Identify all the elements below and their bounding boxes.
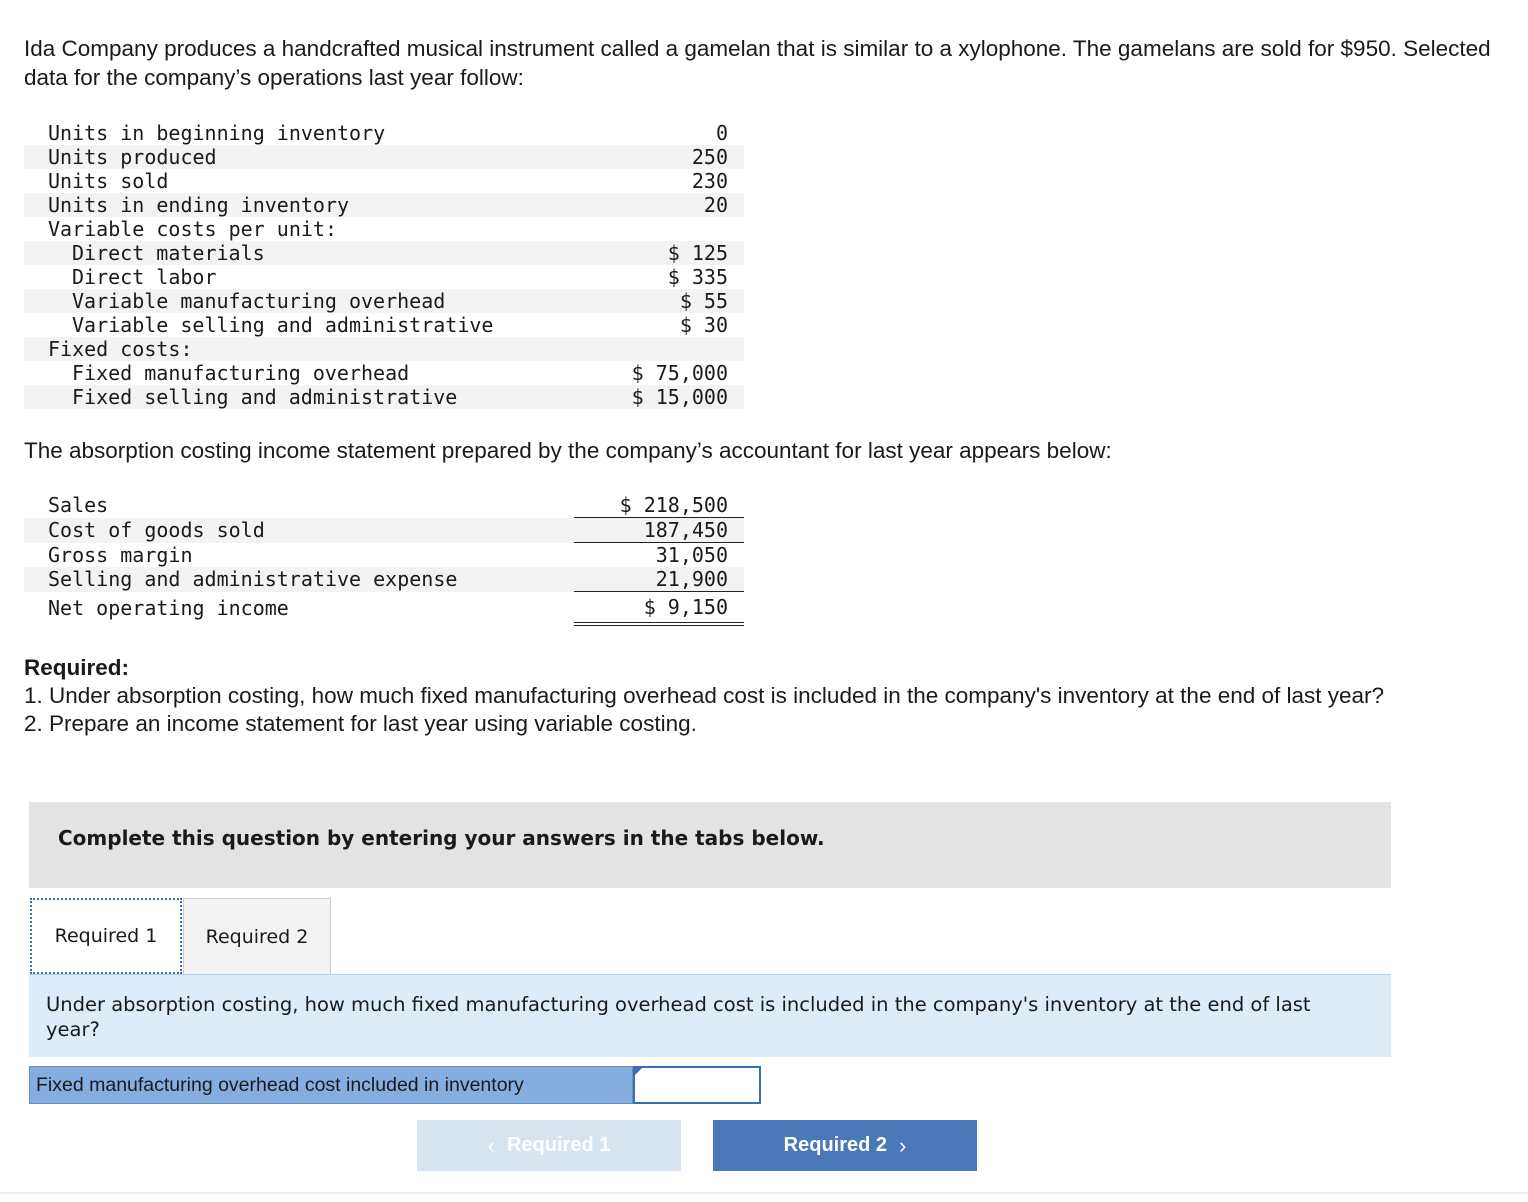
row-label: Units produced: [24, 145, 558, 169]
table-row: [24, 361, 744, 385]
tab-required-1[interactable]: [30, 898, 182, 974]
row-value: $ 9,150: [574, 592, 744, 625]
table-row: [24, 265, 744, 289]
required-section: [24, 654, 1504, 738]
table-row: [24, 241, 744, 265]
cost-data-table: [24, 121, 744, 409]
problem-intro: Ida Company produces a handcrafted musical instrument called a gamelan that is similar to a xylophone. The gamelans are sold for $950. Selected data for the company’s operations last year follow:: [24, 36, 1491, 90]
row-label: Variable selling and administrative: [72, 313, 494, 337]
table-row: [24, 567, 744, 592]
row-label: Variable costs per unit:: [48, 217, 337, 241]
chevron-left-icon: ‹: [487, 1132, 495, 1158]
table-row: [24, 145, 744, 169]
table-row: [24, 193, 744, 217]
next-required-button[interactable]: [713, 1120, 977, 1171]
row-value: $ 55: [558, 289, 744, 313]
answer-label: Fixed manufacturing overhead cost included in inventory: [29, 1066, 633, 1104]
row-value: 250: [558, 145, 744, 169]
row-value: $ 125: [558, 241, 744, 265]
table-row: [24, 289, 744, 313]
tab-label: Required 2: [205, 925, 309, 948]
row-label: Net operating income: [48, 595, 289, 620]
row-value: $ 218,500: [574, 493, 744, 518]
question-text: Under absorption costing, how much fixed manufacturing overhead cost is included in the company's inventory at the end of last year?: [46, 993, 1311, 1041]
row-value: 187,450: [574, 518, 744, 543]
row-value: [558, 337, 744, 361]
row-value: $ 75,000: [631, 361, 728, 385]
tab-label: Required 1: [54, 925, 158, 947]
row-value: [558, 217, 744, 241]
row-label: Sales: [48, 493, 109, 518]
row-value: 20: [558, 193, 744, 217]
table-row: [24, 385, 744, 409]
prev-required-button[interactable]: [417, 1120, 681, 1171]
row-label: Direct materials: [24, 241, 558, 265]
table-row: [24, 518, 744, 543]
row-label: Gross margin: [48, 542, 193, 567]
table-row: [24, 217, 744, 241]
bottom-divider: [0, 1192, 1528, 1194]
instruction-banner: [29, 802, 1391, 888]
absorption-income-statement: [24, 493, 744, 626]
table-row: [24, 543, 744, 568]
row-label: Variable manufacturing overhead: [24, 289, 558, 313]
next-button-label: Required 2: [783, 1134, 888, 1156]
answer-row: [29, 1066, 761, 1104]
row-label: Units in ending inventory: [24, 193, 558, 217]
row-label: Cost of goods sold: [24, 518, 574, 543]
chevron-right-icon: ›: [899, 1132, 907, 1158]
row-label: Fixed selling and administrative: [24, 385, 558, 409]
income-statement-intro: The absorption costing income statement prepared by the company’s accountant for last year appears below:: [24, 438, 1112, 463]
row-label: Units in beginning inventory: [48, 121, 386, 145]
row-label: Units sold: [48, 169, 169, 193]
table-row: [24, 337, 744, 361]
table-row: [24, 493, 744, 518]
table-row: [24, 169, 744, 193]
table-row: [24, 313, 744, 337]
tab-required-2[interactable]: [183, 898, 331, 974]
table-row: [24, 121, 744, 145]
prev-button-label: Required 1: [506, 1134, 611, 1156]
row-label: Fixed manufacturing overhead: [72, 361, 410, 385]
row-value: 230: [691, 169, 728, 193]
row-value: 0: [715, 121, 728, 145]
required-question-2: 2. Prepare an income statement for last year using variable costing.: [24, 711, 697, 736]
fixed-overhead-input[interactable]: [633, 1066, 761, 1104]
row-value: $ 30: [679, 313, 728, 337]
required-question-1: 1. Under absorption costing, how much fixed manufacturing overhead cost is included in the company's inventory at the end of last year?: [24, 683, 1385, 708]
row-label: Direct labor: [72, 265, 217, 289]
instruction-text: Complete this question by entering your answers in the tabs below.: [58, 826, 825, 850]
row-label: Selling and administrative expense: [24, 567, 574, 592]
row-value: $ 15,000: [558, 385, 744, 409]
row-value: 21,900: [574, 567, 744, 592]
row-label: Fixed costs:: [24, 337, 558, 361]
required-title: Required:: [24, 655, 130, 680]
question-panel: [29, 975, 1391, 1057]
input-marker-icon: [634, 1067, 643, 1076]
row-value: $ 335: [667, 265, 728, 289]
row-value: 31,050: [655, 543, 728, 567]
table-row: [24, 592, 744, 625]
